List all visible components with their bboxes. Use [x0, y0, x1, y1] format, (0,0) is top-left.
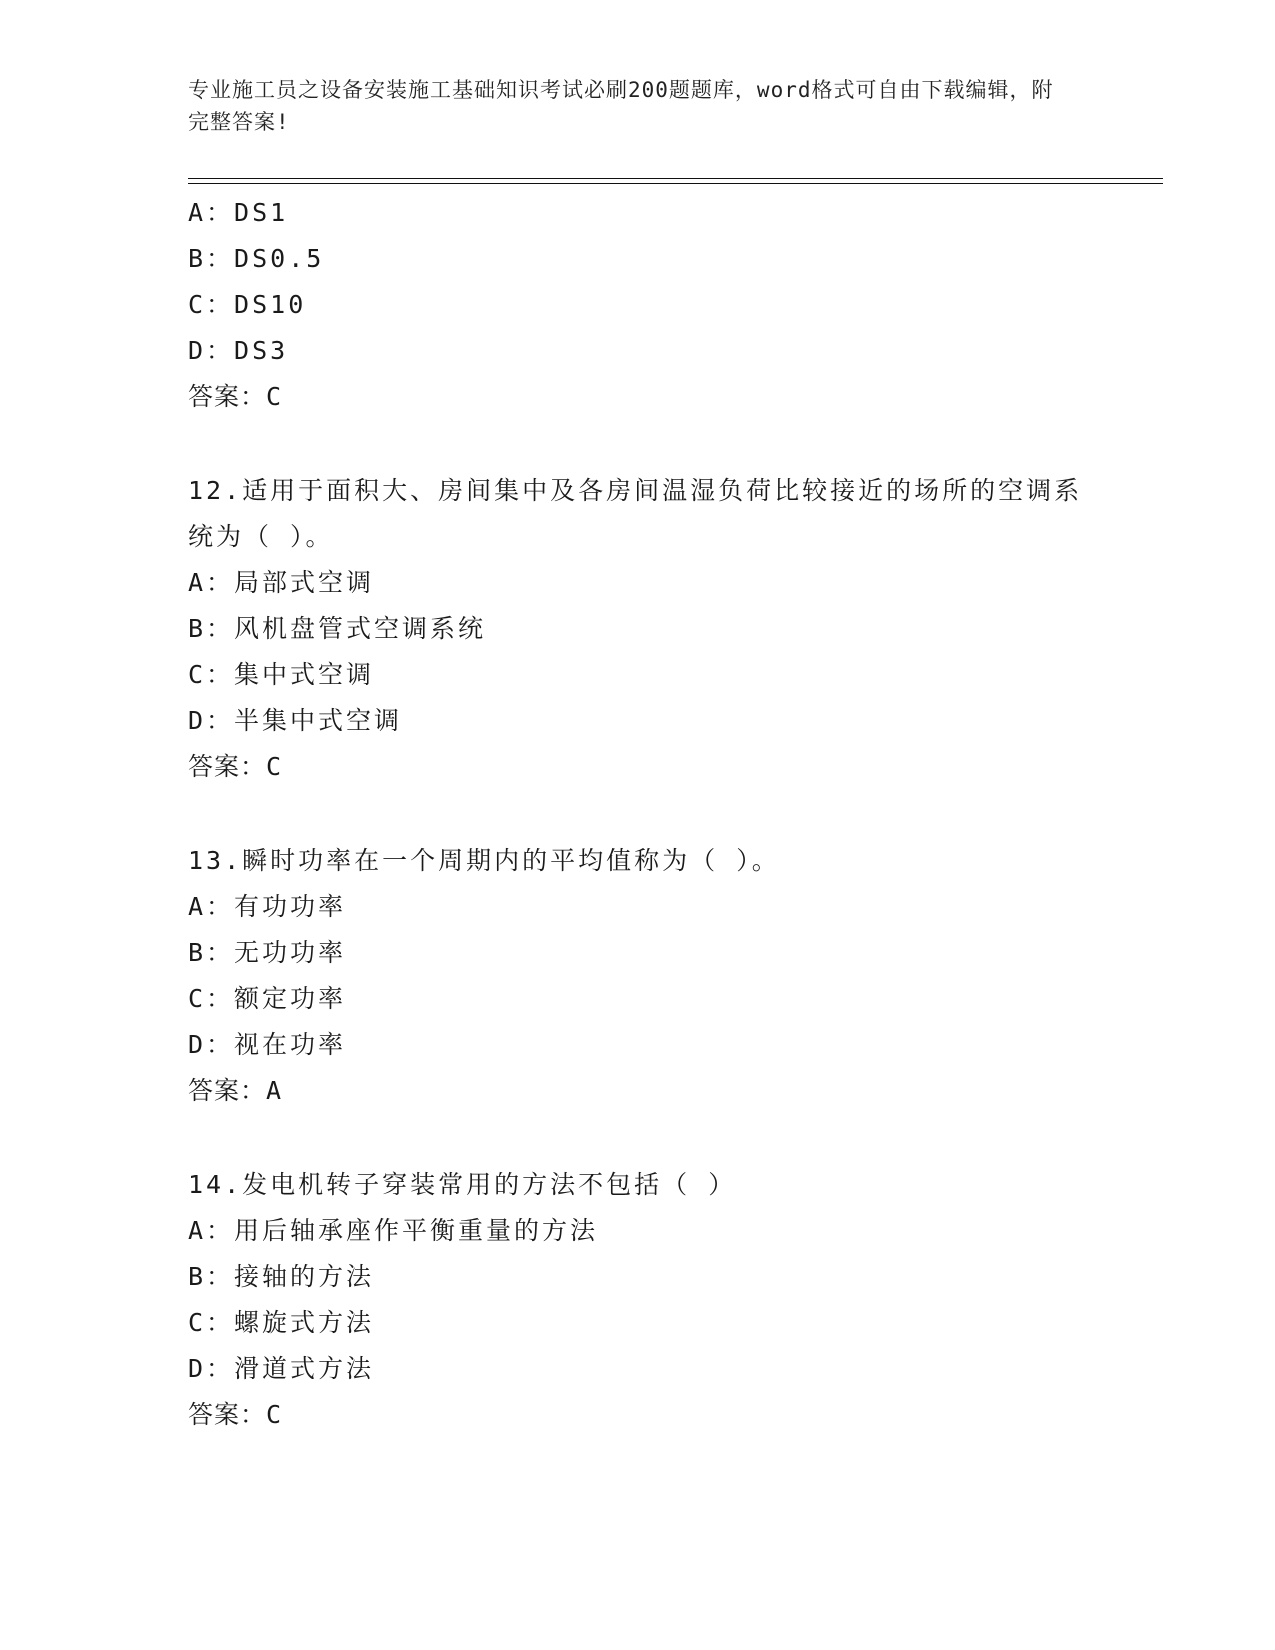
option-d: D：视在功率	[188, 1030, 347, 1059]
option-b: B：DS0.5	[188, 244, 325, 273]
option-d: D：滑道式方法	[188, 1354, 375, 1383]
option-d: D：半集中式空调	[188, 706, 403, 735]
option-b: B：风机盘管式空调系统	[188, 614, 487, 643]
answer-line: 答案：C	[188, 1400, 283, 1429]
option-c: C：额定功率	[188, 984, 347, 1013]
header-rule-top	[188, 178, 1163, 179]
question-text: 13.瞬时功率在一个周期内的平均值称为（ ）。	[188, 846, 780, 875]
option-a: A：用后轴承座作平衡重量的方法	[188, 1216, 599, 1245]
question-block-12	[188, 468, 1088, 790]
question-block-11	[188, 190, 1088, 420]
option-c: C：集中式空调	[188, 660, 375, 689]
option-a: A：局部式空调	[188, 568, 375, 597]
option-d: D：DS3	[188, 336, 289, 365]
option-a: A：DS1	[188, 198, 289, 227]
question-block-14	[188, 1162, 1088, 1438]
question-block-13	[188, 838, 1088, 1114]
option-a: A：有功功率	[188, 892, 347, 921]
option-c: C：螺旋式方法	[188, 1308, 375, 1337]
option-b: B：接轴的方法	[188, 1262, 375, 1291]
question-text: 12.适用于面积大、房间集中及各房间温湿负荷比较接近的场所的空调系统为（ ）。	[188, 476, 1083, 551]
option-c: C：DS10	[188, 290, 307, 319]
question-text: 14.发电机转子穿装常用的方法不包括（ ）	[188, 1170, 737, 1199]
option-b: B：无功功率	[188, 938, 347, 967]
question-list	[188, 190, 1088, 1438]
document-header: 专业施工员之设备安装施工基础知识考试必刷200题题库，word格式可自由下载编辑，附完整答案!	[188, 78, 1054, 134]
answer-line: 答案：C	[188, 752, 283, 781]
header-rule-bottom	[188, 183, 1163, 184]
answer-line: 答案：C	[188, 382, 283, 411]
answer-line: 答案：A	[188, 1076, 283, 1105]
